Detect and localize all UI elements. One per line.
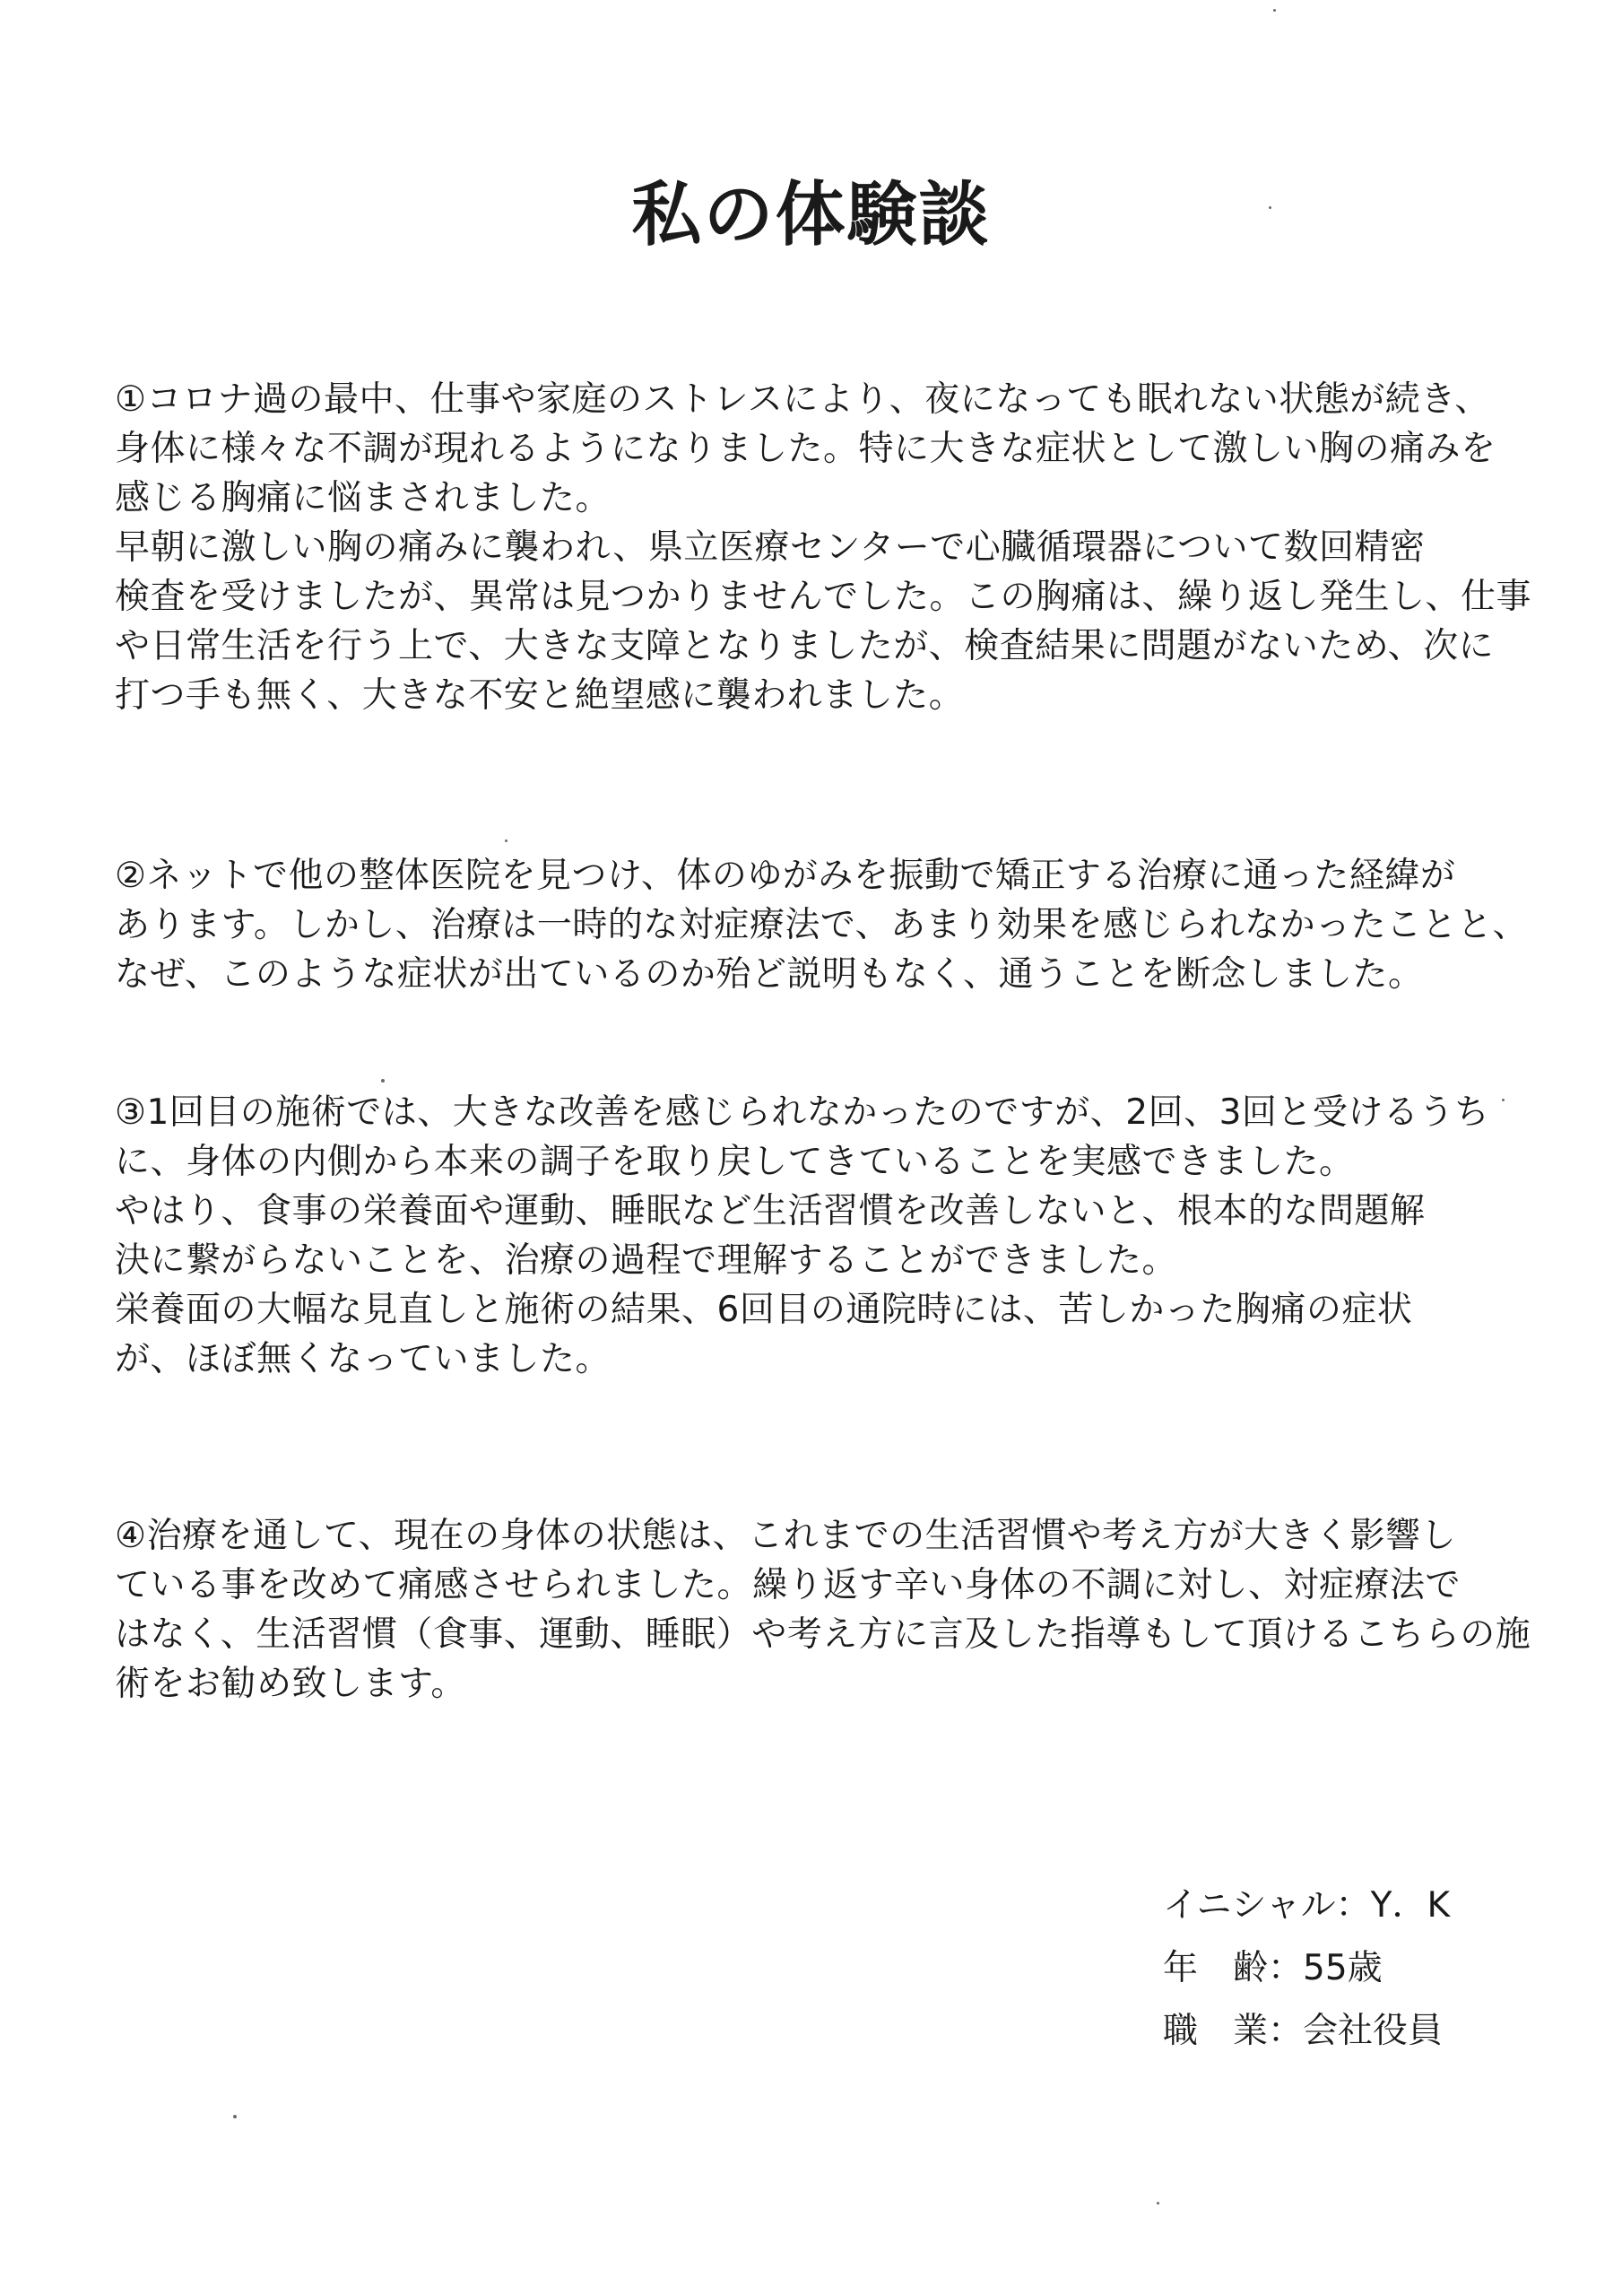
- scan-speck: [1269, 206, 1271, 209]
- text-line: ②ネットで他の整体医院を見つけ、体のゆがみを振動で矯正する治療に通った経緯が: [115, 856, 1456, 896]
- scan-speck: [233, 2115, 237, 2118]
- scan-speck: [1273, 9, 1276, 12]
- text-line: なぜ、このような症状が出ているのか殆ど説明もなく、通うことを断念しました。: [115, 954, 1424, 995]
- text-line: ている事を改めて痛感させられました。繰り返す辛い身体の不調に対し、対症療法で: [115, 1565, 1462, 1605]
- signature-age: 年 齢：55歳: [1163, 1948, 1383, 1988]
- text-line: や日常生活を行う上で、大きな支障となりましたが、検査結果に問題がないため、次に: [115, 626, 1495, 666]
- text-line: はなく、生活習慣（食事、運動、睡眠）や考え方に言及した指導もして頂けるこちらの施: [115, 1614, 1531, 1655]
- text-line: 身体に様々な不調が現れるようになりました。特に大きな症状として激しい胸の痛みを: [115, 429, 1496, 469]
- signature-occupation: 職 業：会社役員: [1163, 2011, 1444, 2051]
- text-line: 決に繋がらないことを、治療の過程で理解することができました。: [115, 1240, 1178, 1281]
- scan-speck: [1502, 1099, 1505, 1101]
- document-title: 私の体験談: [631, 175, 991, 256]
- paragraph-3: [115, 1088, 1531, 1384]
- scan-speck: [505, 839, 507, 842]
- text-line: ④治療を通して、現在の身体の状態は、これまでの生活習慣や考え方が大きく影響し: [115, 1516, 1457, 1556]
- text-line: 検査を受けましたが、異常は見つかりませんでした。この胸痛は、繰り返し発生し、仕事: [115, 577, 1532, 617]
- paragraph-4: [115, 1511, 1531, 1709]
- text-line: 栄養面の大幅な見直しと施術の結果、6回目の通院時には、苦しかった胸痛の症状: [115, 1290, 1413, 1330]
- text-line: 感じる胸痛に悩まされました。: [115, 478, 612, 518]
- paragraph-2: [115, 851, 1531, 999]
- scan-speck: [1157, 2202, 1159, 2205]
- text-line: が、ほぼ無くなっていました。: [115, 1339, 612, 1379]
- signature-block: [1163, 1874, 1450, 2063]
- text-line: 打つ手も無く、大きな不安と絶望感に襲われました。: [115, 675, 965, 716]
- text-line: ③1回目の施術では、大きな改善を感じられなかったのですが、2回、3回と受けるうち: [115, 1092, 1490, 1133]
- text-line: あります。しかし、治療は一時的な対症療法で、あまり効果を感じられなかったことと、: [115, 905, 1529, 945]
- text-line: 早朝に激しい胸の痛みに襲われ、県立医療センターで心臓循環器について数回精密: [115, 527, 1426, 568]
- signature-initials: イニシャル：Y．K: [1163, 1885, 1451, 1926]
- paragraph-1: [115, 375, 1531, 720]
- scan-speck: [381, 1079, 385, 1083]
- text-line: やはり、食事の栄養面や運動、睡眠など生活習慣を改善しないと、根本的な問題解: [115, 1191, 1426, 1231]
- text-line: 術をお勧め致します。: [115, 1664, 466, 1704]
- text-line: ①コロナ過の最中、仕事や家庭のストレスにより、夜になっても眠れない状態が続き、: [115, 379, 1490, 420]
- text-line: に、身体の内側から本来の調子を取り戻してきていることを実感できました。: [115, 1142, 1355, 1182]
